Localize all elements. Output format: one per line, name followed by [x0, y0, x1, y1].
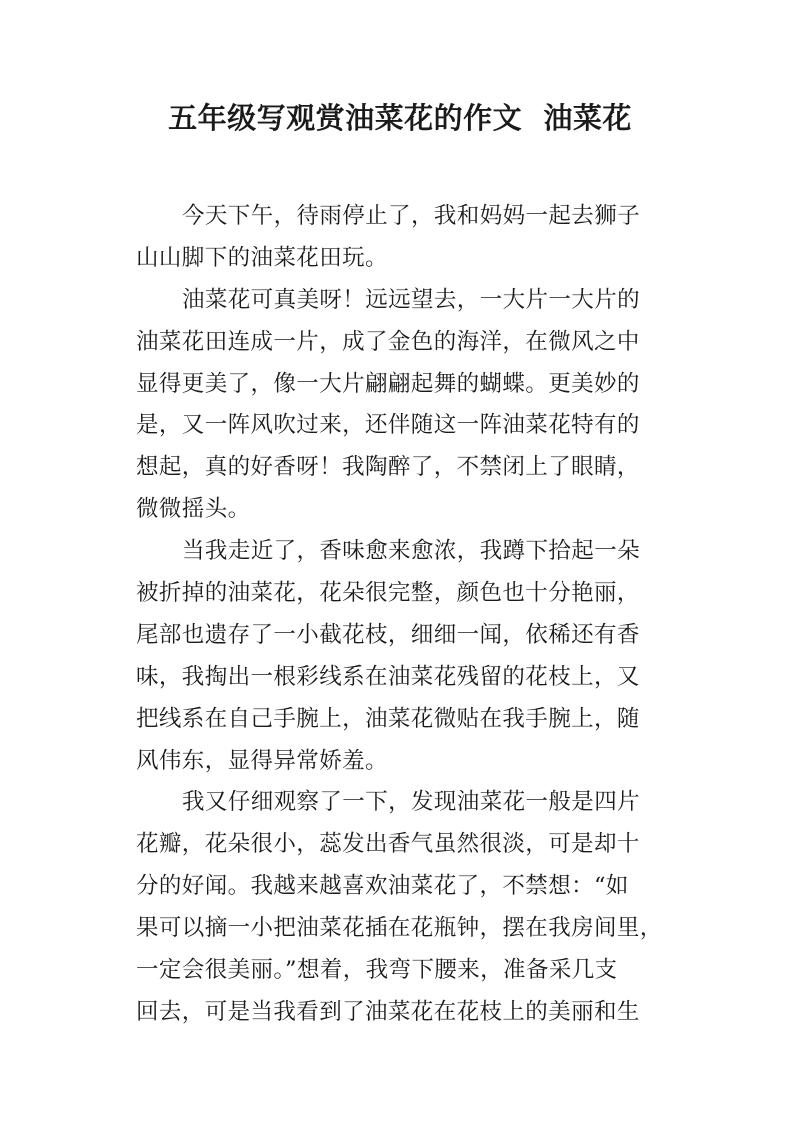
essay-line: 微微摇头。	[136, 496, 251, 523]
essay-line: 我又仔细观察了一下，发现油菜花一般是四片	[182, 789, 641, 816]
essay-line: 回去，可是当我看到了油菜花在花枝上的美丽和生	[136, 998, 640, 1025]
essay-line: 是，又一阵风吹过来，还伴随这一阵油菜花特有的	[136, 412, 640, 439]
essay-line: 想起，真的好香呀！我陶醉了，不禁闭上了眼睛，	[136, 454, 640, 481]
document-title: 五年级写观赏油菜花的作文 油菜花	[168, 101, 632, 135]
essay-line: 花瓣，花朵很小，蕊发出香气虽然很淡，可是却十	[136, 831, 640, 858]
essay-line: 油菜花可真美呀！远远望去，一大片一大片的	[182, 286, 641, 313]
essay-line: 分的好闻。我越来越喜欢油菜花了，不禁想：“如	[136, 873, 629, 900]
essay-line: 风伟东，显得异常娇羞。	[136, 747, 388, 774]
essay-body	[136, 196, 676, 1034]
essay-line: 味，我掏出一根彩线系在油菜花残留的花枝上，又	[136, 663, 640, 690]
essay-line: 把线系在自己手腕上，油菜花微贴在我手腕上，随	[136, 705, 640, 732]
essay-line: 一定会很美丽。”想着，我弯下腰来，准备采几支	[136, 957, 618, 984]
essay-line: 山山脚下的油菜花田玩。	[136, 244, 388, 271]
essay-line: 显得更美了，像一大片翩翩起舞的蝴蝶。更美妙的	[136, 370, 640, 397]
essay-line: 果可以摘一小把油菜花插在花瓶钟，摆在我房间里，	[136, 915, 663, 942]
essay-line: 被折掉的油菜花，花朵很完整，颜色也十分艳丽，	[136, 580, 640, 607]
essay-line: 油菜花田连成一片，成了金色的海洋，在微风之中	[136, 328, 640, 355]
essay-line: 当我走近了，香味愈来愈浓，我蹲下拾起一朵	[182, 538, 641, 565]
essay-line: 今天下午，待雨停止了，我和妈妈一起去狮子	[182, 203, 641, 229]
essay-line: 尾部也遗存了一小截花枝，细细一闻，依稀还有香	[136, 621, 640, 648]
